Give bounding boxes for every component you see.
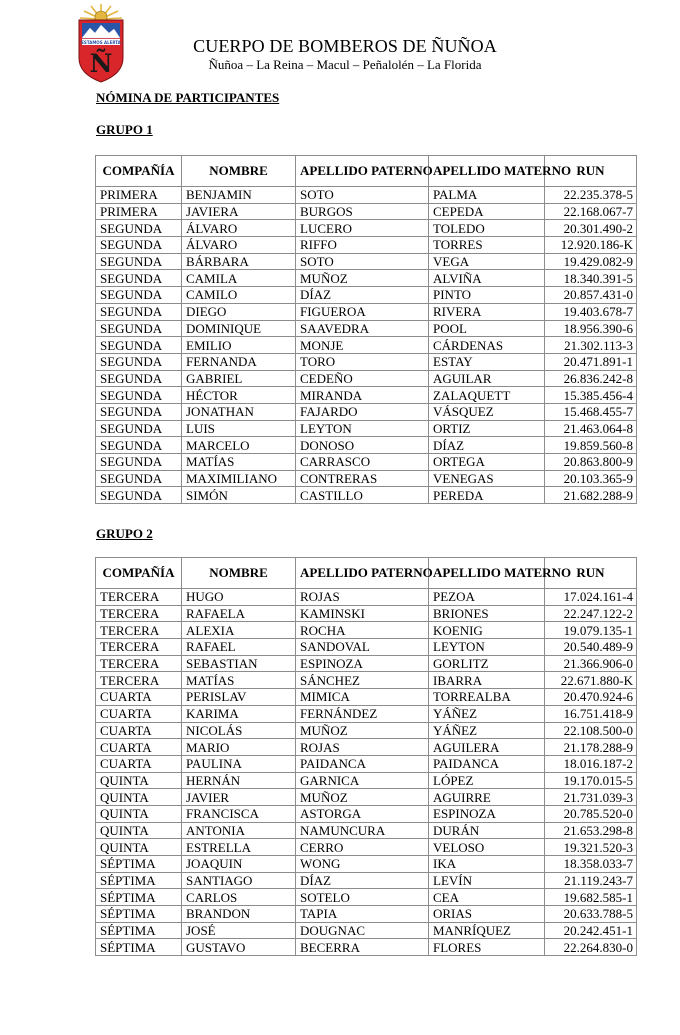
cell-apellido-materno: AGUIRRE [429,789,545,806]
table-row [96,906,637,923]
column-header-compania: COMPAÑÍA [96,558,182,589]
cell-nombre: SANTIAGO [182,872,296,889]
cell-run: 21.178.288-9 [545,739,637,756]
table-row [96,889,637,906]
cell-apellido-materno: BRIONES [429,605,545,622]
cell-nombre: FERNANDA [182,353,296,370]
table-row [96,303,637,320]
table-row [96,789,637,806]
cell-run: 17.024.161-4 [545,589,637,606]
table-row [96,672,637,689]
cell-run: 20.863.800-9 [545,454,637,471]
cell-compania: SEGUNDA [96,403,182,420]
table-row [96,420,637,437]
cell-apellido-paterno: DÍAZ [296,287,429,304]
cell-run: 21.731.039-3 [545,789,637,806]
cell-compania: SEGUNDA [96,437,182,454]
cell-compania: SEGUNDA [96,387,182,404]
cell-nombre: MARCELO [182,437,296,454]
cell-compania: TERCERA [96,655,182,672]
table-row [96,639,637,656]
cell-run: 20.471.891-1 [545,353,637,370]
cell-apellido-paterno: MUÑOZ [296,722,429,739]
cell-apellido-paterno: FIGUEROA [296,303,429,320]
table-row [96,589,637,606]
cell-run: 19.403.678-7 [545,303,637,320]
table-row [96,387,637,404]
cell-compania: SÉPTIMA [96,939,182,956]
group-2-table [95,557,637,956]
table-header-row [96,156,637,187]
cell-apellido-materno: VELOSO [429,839,545,856]
cell-run: 20.301.490-2 [545,220,637,237]
column-header-run: RUN [545,558,637,589]
cell-apellido-materno: ALVIÑA [429,270,545,287]
cell-nombre: HERNÁN [182,772,296,789]
cell-nombre: MATÍAS [182,672,296,689]
cell-run: 19.429.082-9 [545,253,637,270]
cell-compania: SÉPTIMA [96,906,182,923]
cell-apellido-materno: ESTAY [429,353,545,370]
cell-run: 21.463.064-8 [545,420,637,437]
cell-run: 21.302.113-3 [545,337,637,354]
cell-run: 22.108.500-0 [545,722,637,739]
cell-apellido-paterno: ROJAS [296,589,429,606]
cell-apellido-paterno: BURGOS [296,203,429,220]
cell-apellido-paterno: MUÑOZ [296,789,429,806]
cell-apellido-paterno: WONG [296,856,429,873]
cell-apellido-paterno: RIFFO [296,237,429,254]
cell-run: 16.751.418-9 [545,705,637,722]
table-row [96,203,637,220]
cell-compania: QUINTA [96,822,182,839]
cell-apellido-paterno: SANDOVAL [296,639,429,656]
cell-nombre: KARIMA [182,705,296,722]
group-1-title: GRUPO 1 [96,122,153,137]
cell-apellido-paterno: ASTORGA [296,805,429,822]
cell-apellido-paterno: MONJE [296,337,429,354]
organization-logo [76,2,126,84]
cell-compania: SÉPTIMA [96,922,182,939]
cell-nombre: MATÍAS [182,454,296,471]
cell-compania: TERCERA [96,589,182,606]
cell-apellido-paterno: CASTILLO [296,487,429,504]
cell-compania: SEGUNDA [96,287,182,304]
cell-nombre: LUIS [182,420,296,437]
cell-apellido-paterno: CARRASCO [296,454,429,471]
table-row [96,454,637,471]
cell-apellido-materno: CEA [429,889,545,906]
table-row [96,655,637,672]
cell-compania: SEGUNDA [96,270,182,287]
cell-apellido-materno: TOLEDO [429,220,545,237]
table-row [96,622,637,639]
cell-run: 21.119.243-7 [545,872,637,889]
cell-nombre: ALEXIA [182,622,296,639]
table-row [96,187,637,204]
svg-text:ESTAMOS ALERTA: ESTAMOS ALERTA [81,39,121,45]
cell-apellido-materno: PALMA [429,187,545,204]
cell-nombre: SEBASTIAN [182,655,296,672]
cell-apellido-paterno: FERNÁNDEZ [296,705,429,722]
table-header-row [96,558,637,589]
cell-run: 21.682.288-9 [545,487,637,504]
cell-nombre: JAVIER [182,789,296,806]
cell-compania: SÉPTIMA [96,889,182,906]
table-row [96,839,637,856]
cell-compania: CUARTA [96,755,182,772]
cell-apellido-materno: VENEGAS [429,470,545,487]
cell-nombre: JOAQUIN [182,856,296,873]
cell-run: 22.168.067-7 [545,203,637,220]
cell-run: 20.785.520-0 [545,805,637,822]
cell-apellido-materno: ORTEGA [429,454,545,471]
organization-name: CUERPO DE BOMBEROS DE ÑUÑOA [193,36,497,56]
table-row [96,353,637,370]
cell-apellido-paterno: PAIDANCA [296,755,429,772]
cell-run: 21.653.298-8 [545,822,637,839]
table-row [96,287,637,304]
table-row [96,805,637,822]
cell-apellido-paterno: GARNICA [296,772,429,789]
cell-run: 19.079.135-1 [545,622,637,639]
table-row [96,922,637,939]
cell-apellido-materno: ZALAQUETT [429,387,545,404]
cell-compania: SEGUNDA [96,454,182,471]
cell-compania: SEGUNDA [96,303,182,320]
cell-apellido-materno: POOL [429,320,545,337]
cell-compania: SÉPTIMA [96,872,182,889]
table-row [96,403,637,420]
cell-nombre: ESTRELLA [182,839,296,856]
cell-run: 20.540.489-9 [545,639,637,656]
cell-apellido-paterno: DOUGNAC [296,922,429,939]
cell-nombre: PERISLAV [182,689,296,706]
cell-run: 20.242.451-1 [545,922,637,939]
cell-run: 26.836.242-8 [545,370,637,387]
cell-apellido-paterno: MIMICA [296,689,429,706]
cell-compania: SEGUNDA [96,253,182,270]
group-2-title: GRUPO 2 [96,526,153,541]
cell-run: 15.385.456-4 [545,387,637,404]
table-row [96,872,637,889]
cell-apellido-materno: ORIAS [429,906,545,923]
cell-apellido-materno: AGUILAR [429,370,545,387]
cell-nombre: PAULINA [182,755,296,772]
cell-nombre: FRANCISCA [182,805,296,822]
table-row [96,470,637,487]
cell-compania: SEGUNDA [96,470,182,487]
table-row [96,689,637,706]
cell-apellido-paterno: ESPINOZA [296,655,429,672]
cell-run: 20.857.431-0 [545,287,637,304]
cell-nombre: DOMINIQUE [182,320,296,337]
cell-nombre: NICOLÁS [182,722,296,739]
table-row [96,437,637,454]
cell-apellido-materno: LEVÍN [429,872,545,889]
cell-apellido-paterno: SOTO [296,253,429,270]
table-row [96,722,637,739]
cell-nombre: ANTONIA [182,822,296,839]
cell-run: 20.103.365-9 [545,470,637,487]
cell-apellido-materno: PEREDA [429,487,545,504]
cell-apellido-paterno: BECERRA [296,939,429,956]
cell-nombre: HUGO [182,589,296,606]
cell-run: 22.671.880-K [545,672,637,689]
cell-compania: QUINTA [96,772,182,789]
table-row [96,856,637,873]
cell-apellido-materno: ESPINOZA [429,805,545,822]
cell-apellido-materno: VÁSQUEZ [429,403,545,420]
cell-run: 19.859.560-8 [545,437,637,454]
column-header-apellido-paterno: APELLIDO PATERNO [296,156,429,187]
cell-compania: SEGUNDA [96,337,182,354]
cell-apellido-materno: GORLITZ [429,655,545,672]
cell-apellido-materno: LEYTON [429,639,545,656]
cell-apellido-materno: AGUILERA [429,739,545,756]
table-row [96,320,637,337]
cell-apellido-materno: YÁÑEZ [429,705,545,722]
table-row [96,755,637,772]
table-row [96,822,637,839]
cell-nombre: GABRIEL [182,370,296,387]
cell-apellido-materno: RIVERA [429,303,545,320]
cell-run: 22.235.378-5 [545,187,637,204]
cell-nombre: JONATHAN [182,403,296,420]
cell-apellido-paterno: DÍAZ [296,872,429,889]
cell-nombre: BÁRBARA [182,253,296,270]
organization-communes: Ñuñoa – La Reina – Macul – Peñalolén – La Florida [208,57,482,72]
cell-compania: QUINTA [96,805,182,822]
cell-nombre: ÁLVARO [182,237,296,254]
cell-apellido-materno: CEPEDA [429,203,545,220]
cell-compania: CUARTA [96,739,182,756]
cell-nombre: CAMILO [182,287,296,304]
cell-run: 20.633.788-5 [545,906,637,923]
table-row [96,220,637,237]
cell-nombre: RAFAEL [182,639,296,656]
cell-nombre: MAXIMILIANO [182,470,296,487]
cell-run: 20.470.924-6 [545,689,637,706]
column-header-apellido-materno: APELLIDO MATERNO [429,558,545,589]
cell-apellido-materno: MANRÍQUEZ [429,922,545,939]
document-heading: NÓMINA DE PARTICIPANTES [96,90,280,105]
cell-compania: QUINTA [96,789,182,806]
cell-apellido-paterno: CERRO [296,839,429,856]
cell-nombre: SIMÓN [182,487,296,504]
table-row [96,605,637,622]
cell-compania: TERCERA [96,605,182,622]
cell-run: 21.366.906-0 [545,655,637,672]
table-row [96,270,637,287]
cell-nombre: BENJAMIN [182,187,296,204]
cell-compania: SEGUNDA [96,237,182,254]
cell-nombre: HÉCTOR [182,387,296,404]
cell-apellido-materno: PINTO [429,287,545,304]
cell-apellido-materno: DÍAZ [429,437,545,454]
cell-compania: SEGUNDA [96,320,182,337]
cell-run: 18.358.033-7 [545,856,637,873]
letterhead [150,36,540,72]
cell-nombre: EMILIO [182,337,296,354]
cell-apellido-materno: VEGA [429,253,545,270]
cell-apellido-paterno: TAPIA [296,906,429,923]
cell-apellido-materno: CÁRDENAS [429,337,545,354]
table-row [96,739,637,756]
cell-apellido-materno: KOENIG [429,622,545,639]
cell-nombre: DIEGO [182,303,296,320]
cell-compania: TERCERA [96,639,182,656]
table-row [96,370,637,387]
cell-compania: TERCERA [96,622,182,639]
cell-nombre: JAVIERA [182,203,296,220]
cell-compania: SEGUNDA [96,487,182,504]
cell-apellido-paterno: SOTELO [296,889,429,906]
table-row [96,237,637,254]
cell-compania: CUARTA [96,689,182,706]
cell-apellido-paterno: MUÑOZ [296,270,429,287]
column-header-nombre: NOMBRE [182,156,296,187]
cell-apellido-materno: IBARRA [429,672,545,689]
cell-apellido-paterno: MIRANDA [296,387,429,404]
cell-apellido-paterno: LUCERO [296,220,429,237]
cell-nombre: GUSTAVO [182,939,296,956]
cell-compania: SÉPTIMA [96,856,182,873]
cell-compania: CUARTA [96,705,182,722]
cell-compania: CUARTA [96,722,182,739]
column-header-apellido-materno: APELLIDO MATERNO [429,156,545,187]
cell-compania: SEGUNDA [96,420,182,437]
cell-apellido-materno: LÓPEZ [429,772,545,789]
cell-apellido-materno: TORRES [429,237,545,254]
cell-apellido-paterno: KAMINSKI [296,605,429,622]
column-header-compania: COMPAÑÍA [96,156,182,187]
cell-apellido-materno: DURÁN [429,822,545,839]
cell-run: 22.247.122-2 [545,605,637,622]
column-header-run: RUN [545,156,637,187]
column-header-nombre: NOMBRE [182,558,296,589]
cell-run: 22.264.830-0 [545,939,637,956]
cell-run: 18.340.391-5 [545,270,637,287]
cell-run: 19.682.585-1 [545,889,637,906]
cell-compania: SEGUNDA [96,370,182,387]
cell-compania: QUINTA [96,839,182,856]
cell-nombre: CARLOS [182,889,296,906]
group-1-table [95,155,637,504]
cell-apellido-paterno: TORO [296,353,429,370]
cell-run: 19.170.015-5 [545,772,637,789]
table-row [96,772,637,789]
cell-apellido-paterno: SOTO [296,187,429,204]
cell-nombre: RAFAELA [182,605,296,622]
cell-run: 15.468.455-7 [545,403,637,420]
cell-nombre: CAMILA [182,270,296,287]
cell-apellido-materno: ORTIZ [429,420,545,437]
table-row [96,253,637,270]
cell-run: 19.321.520-3 [545,839,637,856]
cell-run: 18.956.390-6 [545,320,637,337]
cell-nombre: JOSÉ [182,922,296,939]
cell-apellido-paterno: ROCHA [296,622,429,639]
svg-text:Ñ: Ñ [89,49,113,78]
cell-nombre: MARIO [182,739,296,756]
cell-compania: TERCERA [96,672,182,689]
table-row [96,337,637,354]
cell-apellido-materno: FLORES [429,939,545,956]
cell-apellido-materno: PAIDANCA [429,755,545,772]
cell-run: 12.920.186-K [545,237,637,254]
table-row [96,939,637,956]
cell-apellido-paterno: DONOSO [296,437,429,454]
fire-department-crest-icon [76,2,126,84]
cell-apellido-paterno: FAJARDO [296,403,429,420]
cell-compania: SEGUNDA [96,353,182,370]
cell-apellido-paterno: ROJAS [296,739,429,756]
cell-run: 18.016.187-2 [545,755,637,772]
cell-apellido-materno: YÁÑEZ [429,722,545,739]
cell-apellido-paterno: LEYTON [296,420,429,437]
cell-apellido-materno: PEZOA [429,589,545,606]
column-header-apellido-paterno: APELLIDO PATERNO [296,558,429,589]
cell-apellido-paterno: CONTRERAS [296,470,429,487]
cell-compania: PRIMERA [96,187,182,204]
cell-apellido-paterno: SÁNCHEZ [296,672,429,689]
cell-apellido-materno: TORREALBA [429,689,545,706]
cell-apellido-materno: IKA [429,856,545,873]
cell-nombre: ÁLVARO [182,220,296,237]
cell-apellido-paterno: CEDEÑO [296,370,429,387]
cell-compania: SEGUNDA [96,220,182,237]
cell-compania: PRIMERA [96,203,182,220]
cell-nombre: BRANDON [182,906,296,923]
cell-apellido-paterno: NAMUNCURA [296,822,429,839]
cell-apellido-paterno: SAAVEDRA [296,320,429,337]
table-row [96,705,637,722]
table-row [96,487,637,504]
